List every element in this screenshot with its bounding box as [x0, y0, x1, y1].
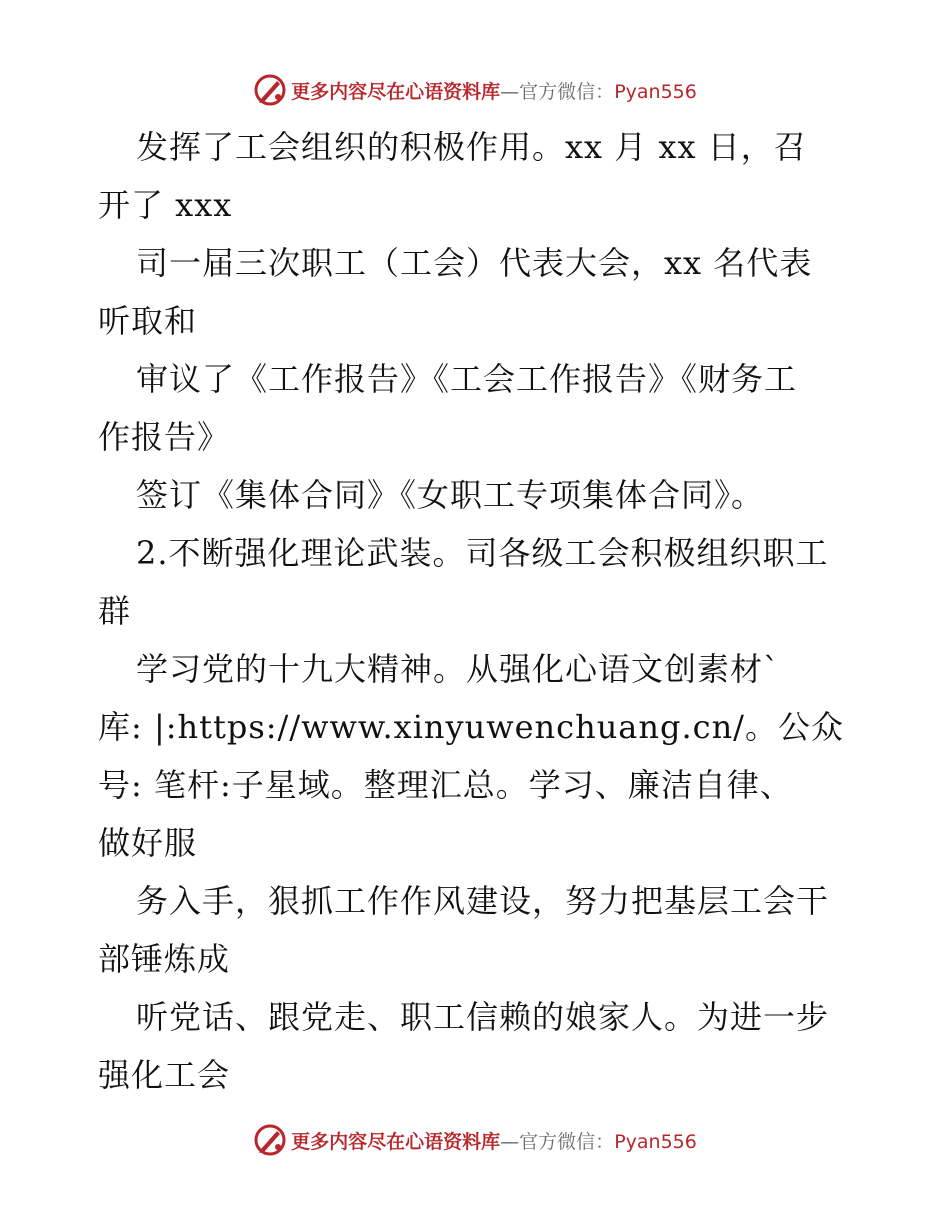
text-line: 开了 xxx — [98, 186, 233, 224]
watermark-text — [291, 1127, 697, 1154]
watermark-slogan: 更多内容尽在心语资料库 — [291, 80, 501, 103]
footer-watermark — [0, 1120, 950, 1160]
text-line: 学习党的十九大精神。从强化心语文创素材` — [136, 650, 781, 688]
text-line: 发挥了工会组织的积极作用。xx 月 xx 日，召 — [136, 128, 807, 166]
pen-seal-icon — [253, 1123, 287, 1157]
text-line: 库: |:https://www.xinyuwenchuang.cn/。公众 — [98, 708, 844, 746]
text-line: 强化工会 — [98, 1056, 231, 1094]
watermark-wechat-label: —官方微信： — [500, 80, 615, 103]
text-line: 2.不断强化理论武装。司各级工会积极组织职工 — [136, 534, 829, 572]
pen-seal-icon — [253, 73, 287, 107]
watermark-slogan: 更多内容尽在心语资料库 — [291, 1130, 501, 1153]
text-line: 群 — [98, 592, 132, 630]
text-line: 做好服 — [98, 824, 198, 862]
text-line: 审议了《工作报告》《工会工作报告》《财务工 — [136, 360, 798, 398]
watermark-wechat-label: —官方微信： — [500, 1130, 615, 1153]
header-watermark — [0, 70, 950, 110]
text-line: 听取和 — [98, 302, 198, 340]
text-line: 务入手，狠抓工作作风建设，努力把基层工会干 — [136, 882, 830, 920]
text-line: 司一届三次职工（工会）代表大会，xx 名代表 — [136, 244, 813, 282]
watermark-wechat-id: Pyan556 — [614, 80, 697, 103]
watermark-wechat-id: Pyan556 — [614, 1130, 697, 1153]
watermark-text — [291, 77, 697, 104]
text-line: 部锤炼成 — [98, 940, 231, 978]
text-line: 听党话、跟党走、职工信赖的娘家人。为进一步 — [136, 998, 830, 1036]
text-line: 作报告》 — [98, 418, 231, 456]
text-line: 签订《集体合同》《女职工专项集体合同》。 — [136, 476, 765, 514]
text-line: 号: 笔杆:子星域。整理汇总。学习、廉洁自律、 — [98, 766, 793, 804]
